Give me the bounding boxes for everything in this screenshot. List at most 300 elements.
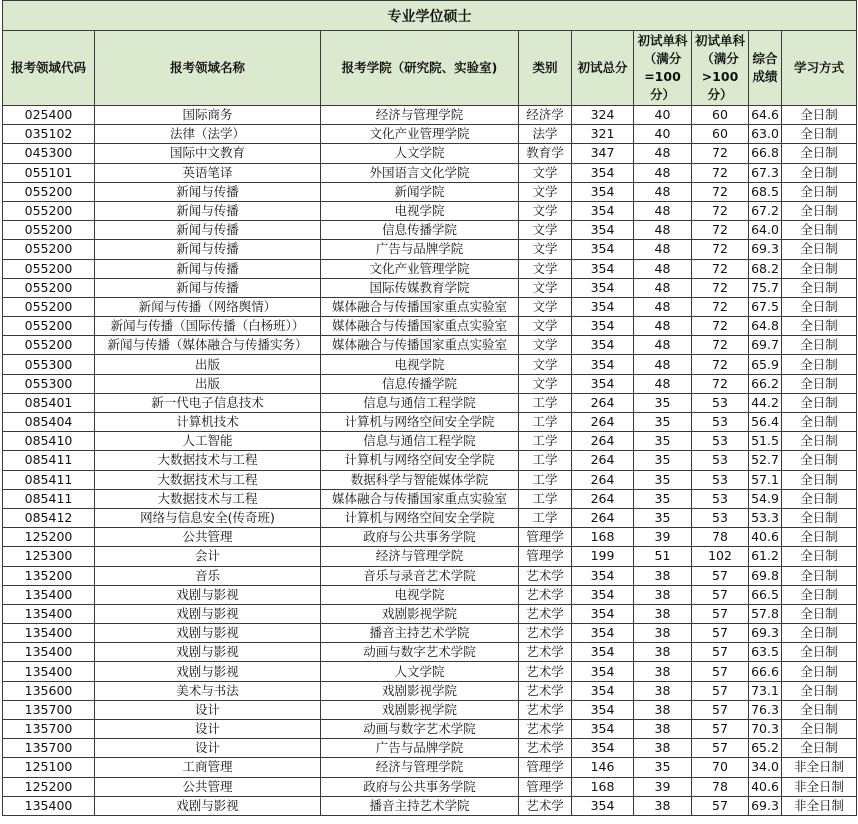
cell-composite-score: 54.9: [749, 489, 782, 508]
cell-single-100: 48: [634, 259, 692, 278]
cell-field-name: 新闻与传播: [95, 221, 321, 240]
cell-single-over-100: 53: [692, 451, 749, 470]
cell-total-score: 264: [572, 451, 634, 470]
cell-category: 工学: [519, 508, 572, 527]
cell-category: 文学: [519, 163, 572, 182]
cell-school: 电视学院: [321, 355, 519, 374]
cell-composite-score: 66.8: [749, 144, 782, 163]
cell-school: 人文学院: [321, 662, 519, 681]
cell-field-code: 055200: [3, 278, 95, 297]
cell-field-code: 135700: [3, 720, 95, 739]
cell-school: 外国语言文化学院: [321, 163, 519, 182]
cell-total-score: 321: [572, 125, 634, 144]
cell-study-mode: 全日制: [782, 739, 857, 758]
cell-study-mode: 全日制: [782, 221, 857, 240]
table-body: [3, 106, 857, 816]
cell-total-score: 264: [572, 393, 634, 412]
cell-study-mode: 全日制: [782, 624, 857, 643]
cell-total-score: 264: [572, 432, 634, 451]
cell-field-name: 新闻与传播: [95, 259, 321, 278]
cell-single-100: 48: [634, 144, 692, 163]
cell-field-name: 会计: [95, 547, 321, 566]
cell-school: 播音主持艺术学院: [321, 624, 519, 643]
cell-school: 信息与通信工程学院: [321, 393, 519, 412]
cell-total-score: 354: [572, 240, 634, 259]
cell-single-over-100: 78: [692, 528, 749, 547]
cell-composite-score: 66.6: [749, 662, 782, 681]
cell-study-mode: 全日制: [782, 317, 857, 336]
cell-single-over-100: 57: [692, 796, 749, 815]
cell-composite-score: 73.1: [749, 681, 782, 700]
cell-single-100: 48: [634, 278, 692, 297]
cell-single-over-100: 72: [692, 336, 749, 355]
cell-field-code: 055200: [3, 297, 95, 316]
table-row: [3, 681, 857, 700]
cell-study-mode: 全日制: [782, 393, 857, 412]
cell-category: 管理学: [519, 528, 572, 547]
cell-single-100: 51: [634, 547, 692, 566]
cell-study-mode: 非全日制: [782, 758, 857, 777]
cell-study-mode: 全日制: [782, 144, 857, 163]
cell-study-mode: 全日制: [782, 374, 857, 393]
cell-composite-score: 67.3: [749, 163, 782, 182]
cell-category: 教育学: [519, 144, 572, 163]
cell-total-score: 354: [572, 259, 634, 278]
table-row: [3, 489, 857, 508]
cell-composite-score: 66.5: [749, 585, 782, 604]
table-row: [3, 221, 857, 240]
cell-total-score: 264: [572, 489, 634, 508]
table-row: [3, 393, 857, 412]
cell-category: 艺术学: [519, 662, 572, 681]
cell-composite-score: 69.3: [749, 624, 782, 643]
cell-field-name: 戏剧与影视: [95, 624, 321, 643]
admission-table-container: [2, 0, 856, 816]
header-row: [3, 31, 857, 106]
cell-field-code: 125100: [3, 758, 95, 777]
table-row: [3, 144, 857, 163]
cell-composite-score: 44.2: [749, 393, 782, 412]
cell-category: 文学: [519, 259, 572, 278]
cell-single-over-100: 57: [692, 720, 749, 739]
cell-field-name: 英语笔译: [95, 163, 321, 182]
cell-single-100: 48: [634, 201, 692, 220]
cell-study-mode: 全日制: [782, 163, 857, 182]
cell-field-code: 055200: [3, 259, 95, 278]
header-total-score: 初试总分: [572, 31, 634, 106]
table-row: [3, 451, 857, 470]
cell-single-100: 40: [634, 106, 692, 125]
cell-field-code: 135700: [3, 700, 95, 719]
cell-composite-score: 52.7: [749, 451, 782, 470]
cell-school: 新闻学院: [321, 182, 519, 201]
header-school: 报考学院（研究院、实验室): [321, 31, 519, 106]
table-row: [3, 297, 857, 316]
cell-field-name: 大数据技术与工程: [95, 470, 321, 489]
table-row: [3, 566, 857, 585]
cell-study-mode: 全日制: [782, 700, 857, 719]
cell-study-mode: 非全日制: [782, 796, 857, 815]
cell-single-100: 39: [634, 777, 692, 796]
cell-single-100: 38: [634, 720, 692, 739]
table-row: [3, 585, 857, 604]
cell-field-code: 025400: [3, 106, 95, 125]
header-single-over-100: 初试单科（满分>100分）: [692, 31, 749, 106]
cell-single-100: 38: [634, 796, 692, 815]
cell-composite-score: 69.3: [749, 796, 782, 815]
cell-single-over-100: 57: [692, 585, 749, 604]
cell-composite-score: 67.2: [749, 201, 782, 220]
cell-school: 计算机与网络空间安全学院: [321, 413, 519, 432]
cell-composite-score: 66.2: [749, 374, 782, 393]
cell-composite-score: 56.4: [749, 413, 782, 432]
cell-single-100: 48: [634, 221, 692, 240]
cell-single-over-100: 72: [692, 144, 749, 163]
table-row: [3, 240, 857, 259]
cell-category: 工学: [519, 451, 572, 470]
table-row: [3, 278, 857, 297]
cell-total-score: 168: [572, 777, 634, 796]
cell-single-over-100: 57: [692, 566, 749, 585]
cell-field-name: 国际商务: [95, 106, 321, 125]
cell-field-name: 戏剧与影视: [95, 604, 321, 623]
cell-field-name: 公共管理: [95, 528, 321, 547]
cell-composite-score: 63.0: [749, 125, 782, 144]
cell-total-score: 354: [572, 662, 634, 681]
cell-single-over-100: 72: [692, 201, 749, 220]
cell-single-over-100: 78: [692, 777, 749, 796]
cell-study-mode: 全日制: [782, 278, 857, 297]
cell-field-code: 055101: [3, 163, 95, 182]
cell-category: 工学: [519, 393, 572, 412]
cell-single-over-100: 102: [692, 547, 749, 566]
cell-total-score: 354: [572, 720, 634, 739]
cell-single-100: 35: [634, 470, 692, 489]
cell-composite-score: 68.2: [749, 259, 782, 278]
cell-field-name: 工商管理: [95, 758, 321, 777]
cell-study-mode: 全日制: [782, 297, 857, 316]
cell-single-over-100: 70: [692, 758, 749, 777]
cell-school: 音乐与录音艺术学院: [321, 566, 519, 585]
cell-study-mode: 全日制: [782, 528, 857, 547]
cell-single-100: 35: [634, 393, 692, 412]
cell-single-over-100: 57: [692, 643, 749, 662]
cell-field-code: 055200: [3, 221, 95, 240]
cell-single-over-100: 53: [692, 432, 749, 451]
cell-study-mode: 全日制: [782, 720, 857, 739]
cell-field-code: 125200: [3, 777, 95, 796]
cell-single-over-100: 72: [692, 221, 749, 240]
cell-field-name: 新闻与传播（国际传播（白杨班））: [95, 317, 321, 336]
cell-field-name: 设计: [95, 739, 321, 758]
cell-total-score: 354: [572, 297, 634, 316]
table-row: [3, 125, 857, 144]
cell-composite-score: 69.3: [749, 240, 782, 259]
cell-composite-score: 53.3: [749, 508, 782, 527]
cell-single-100: 39: [634, 528, 692, 547]
cell-field-name: 大数据技术与工程: [95, 451, 321, 470]
cell-single-over-100: 57: [692, 624, 749, 643]
cell-category: 文学: [519, 221, 572, 240]
cell-composite-score: 40.6: [749, 528, 782, 547]
cell-composite-score: 57.1: [749, 470, 782, 489]
cell-field-name: 戏剧与影视: [95, 796, 321, 815]
cell-study-mode: 全日制: [782, 413, 857, 432]
cell-study-mode: 非全日制: [782, 777, 857, 796]
cell-field-code: 125200: [3, 528, 95, 547]
cell-school: 经济与管理学院: [321, 106, 519, 125]
cell-school: 媒体融合与传播国家重点实验室: [321, 489, 519, 508]
table-title: 专业学位硕士: [3, 1, 857, 31]
cell-total-score: 264: [572, 508, 634, 527]
cell-study-mode: 全日制: [782, 125, 857, 144]
cell-study-mode: 全日制: [782, 643, 857, 662]
cell-category: 艺术学: [519, 739, 572, 758]
cell-study-mode: 全日制: [782, 547, 857, 566]
cell-category: 文学: [519, 317, 572, 336]
table-row: [3, 259, 857, 278]
cell-composite-score: 40.6: [749, 777, 782, 796]
cell-field-name: 戏剧与影视: [95, 662, 321, 681]
cell-composite-score: 76.3: [749, 700, 782, 719]
cell-single-100: 38: [634, 624, 692, 643]
cell-school: 政府与公共事务学院: [321, 777, 519, 796]
cell-school: 人文学院: [321, 144, 519, 163]
cell-single-over-100: 72: [692, 297, 749, 316]
cell-total-score: 354: [572, 182, 634, 201]
cell-single-100: 48: [634, 336, 692, 355]
cell-school: 播音主持艺术学院: [321, 796, 519, 815]
cell-field-code: 135400: [3, 585, 95, 604]
header-category: 类别: [519, 31, 572, 106]
cell-field-name: 法律（法学）: [95, 125, 321, 144]
cell-total-score: 354: [572, 739, 634, 758]
cell-field-code: 135400: [3, 643, 95, 662]
cell-study-mode: 全日制: [782, 355, 857, 374]
cell-composite-score: 70.3: [749, 720, 782, 739]
cell-category: 文学: [519, 336, 572, 355]
table-row: [3, 355, 857, 374]
cell-single-100: 48: [634, 355, 692, 374]
cell-study-mode: 全日制: [782, 106, 857, 125]
cell-study-mode: 全日制: [782, 470, 857, 489]
cell-school: 经济与管理学院: [321, 758, 519, 777]
cell-field-code: 135700: [3, 739, 95, 758]
cell-study-mode: 全日制: [782, 585, 857, 604]
cell-single-100: 48: [634, 317, 692, 336]
table-row: [3, 720, 857, 739]
cell-category: 艺术学: [519, 796, 572, 815]
cell-total-score: 354: [572, 374, 634, 393]
cell-school: 戏剧影视学院: [321, 681, 519, 700]
cell-single-100: 38: [634, 604, 692, 623]
cell-school: 信息与通信工程学院: [321, 432, 519, 451]
cell-field-name: 新闻与传播（网络舆情）: [95, 297, 321, 316]
cell-field-code: 085411: [3, 489, 95, 508]
cell-field-code: 085410: [3, 432, 95, 451]
cell-composite-score: 63.5: [749, 643, 782, 662]
cell-school: 媒体融合与传播国家重点实验室: [321, 336, 519, 355]
table-row: [3, 336, 857, 355]
cell-single-100: 38: [634, 681, 692, 700]
cell-school: 文化产业管理学院: [321, 125, 519, 144]
header-field-name: 报考领域名称: [95, 31, 321, 106]
cell-school: 国际传媒教育学院: [321, 278, 519, 297]
cell-field-name: 戏剧与影视: [95, 585, 321, 604]
cell-school: 电视学院: [321, 201, 519, 220]
cell-single-100: 38: [634, 566, 692, 585]
cell-composite-score: 69.7: [749, 336, 782, 355]
cell-single-over-100: 53: [692, 413, 749, 432]
cell-study-mode: 全日制: [782, 201, 857, 220]
cell-category: 文学: [519, 240, 572, 259]
cell-field-code: 135400: [3, 796, 95, 815]
cell-school: 动画与数字艺术学院: [321, 643, 519, 662]
cell-single-100: 35: [634, 758, 692, 777]
cell-single-100: 38: [634, 585, 692, 604]
cell-single-over-100: 60: [692, 125, 749, 144]
cell-field-name: 国际中文教育: [95, 144, 321, 163]
cell-composite-score: 65.2: [749, 739, 782, 758]
cell-single-over-100: 72: [692, 317, 749, 336]
cell-category: 艺术学: [519, 681, 572, 700]
cell-total-score: 354: [572, 643, 634, 662]
cell-composite-score: 69.8: [749, 566, 782, 585]
table-row: [3, 201, 857, 220]
cell-category: 文学: [519, 297, 572, 316]
cell-field-name: 新闻与传播: [95, 240, 321, 259]
table-row: [3, 700, 857, 719]
cell-study-mode: 全日制: [782, 508, 857, 527]
cell-single-over-100: 72: [692, 355, 749, 374]
cell-category: 艺术学: [519, 720, 572, 739]
cell-field-code: 055300: [3, 374, 95, 393]
cell-category: 艺术学: [519, 624, 572, 643]
cell-single-over-100: 53: [692, 393, 749, 412]
cell-single-100: 35: [634, 489, 692, 508]
cell-school: 戏剧影视学院: [321, 700, 519, 719]
cell-school: 文化产业管理学院: [321, 259, 519, 278]
cell-single-100: 48: [634, 297, 692, 316]
table-row: [3, 317, 857, 336]
table-row: [3, 413, 857, 432]
cell-single-100: 48: [634, 182, 692, 201]
cell-field-name: 设计: [95, 720, 321, 739]
cell-single-100: 40: [634, 125, 692, 144]
table-row: [3, 604, 857, 623]
cell-total-score: 354: [572, 278, 634, 297]
cell-school: 经济与管理学院: [321, 547, 519, 566]
cell-field-name: 出版: [95, 374, 321, 393]
cell-field-code: 055200: [3, 317, 95, 336]
cell-school: 数据科学与智能媒体学院: [321, 470, 519, 489]
cell-total-score: 354: [572, 317, 634, 336]
cell-study-mode: 全日制: [782, 451, 857, 470]
cell-field-name: 音乐: [95, 566, 321, 585]
cell-single-over-100: 57: [692, 681, 749, 700]
cell-category: 艺术学: [519, 604, 572, 623]
cell-category: 工学: [519, 432, 572, 451]
cell-study-mode: 全日制: [782, 604, 857, 623]
table-row: [3, 508, 857, 527]
cell-total-score: 354: [572, 336, 634, 355]
cell-study-mode: 全日制: [782, 662, 857, 681]
cell-school: 媒体融合与传播国家重点实验室: [321, 317, 519, 336]
cell-field-code: 055200: [3, 201, 95, 220]
cell-single-over-100: 72: [692, 163, 749, 182]
cell-total-score: 354: [572, 624, 634, 643]
cell-field-code: 045300: [3, 144, 95, 163]
cell-school: 广告与品牌学院: [321, 739, 519, 758]
cell-field-code: 085401: [3, 393, 95, 412]
cell-single-100: 38: [634, 739, 692, 758]
cell-category: 文学: [519, 182, 572, 201]
cell-single-100: 48: [634, 374, 692, 393]
cell-school: 政府与公共事务学院: [321, 528, 519, 547]
cell-category: 管理学: [519, 777, 572, 796]
cell-composite-score: 64.8: [749, 317, 782, 336]
cell-category: 文学: [519, 374, 572, 393]
cell-single-100: 48: [634, 163, 692, 182]
cell-total-score: 168: [572, 528, 634, 547]
cell-study-mode: 全日制: [782, 489, 857, 508]
table-row: [3, 106, 857, 125]
cell-composite-score: 75.7: [749, 278, 782, 297]
table-row: [3, 796, 857, 815]
cell-composite-score: 34.0: [749, 758, 782, 777]
cell-single-100: 38: [634, 643, 692, 662]
cell-single-over-100: 60: [692, 106, 749, 125]
cell-single-100: 38: [634, 662, 692, 681]
cell-field-name: 出版: [95, 355, 321, 374]
cell-field-code: 135600: [3, 681, 95, 700]
cell-category: 工学: [519, 470, 572, 489]
cell-total-score: 324: [572, 106, 634, 125]
cell-single-over-100: 57: [692, 604, 749, 623]
cell-composite-score: 67.5: [749, 297, 782, 316]
cell-category: 艺术学: [519, 643, 572, 662]
cell-study-mode: 全日制: [782, 182, 857, 201]
table-row: [3, 662, 857, 681]
cell-total-score: 354: [572, 604, 634, 623]
cell-field-code: 135200: [3, 566, 95, 585]
cell-field-code: 125300: [3, 547, 95, 566]
cell-field-code: 085412: [3, 508, 95, 527]
cell-school: 动画与数字艺术学院: [321, 720, 519, 739]
table-row: [3, 643, 857, 662]
cell-field-code: 055200: [3, 240, 95, 259]
header-composite-score: 综合成绩: [749, 31, 782, 106]
cell-field-name: 计算机技术: [95, 413, 321, 432]
cell-study-mode: 全日制: [782, 681, 857, 700]
cell-field-name: 戏剧与影视: [95, 643, 321, 662]
cell-field-name: 新闻与传播: [95, 182, 321, 201]
cell-total-score: 354: [572, 163, 634, 182]
cell-total-score: 264: [572, 470, 634, 489]
cell-field-name: 公共管理: [95, 777, 321, 796]
cell-single-100: 35: [634, 451, 692, 470]
cell-single-over-100: 72: [692, 259, 749, 278]
table-row: [3, 470, 857, 489]
cell-school: 电视学院: [321, 585, 519, 604]
cell-single-100: 35: [634, 508, 692, 527]
cell-field-name: 新闻与传播: [95, 201, 321, 220]
table-row: [3, 777, 857, 796]
cell-category: 经济学: [519, 106, 572, 125]
cell-school: 媒体融合与传播国家重点实验室: [321, 297, 519, 316]
table-row: [3, 182, 857, 201]
cell-category: 管理学: [519, 758, 572, 777]
